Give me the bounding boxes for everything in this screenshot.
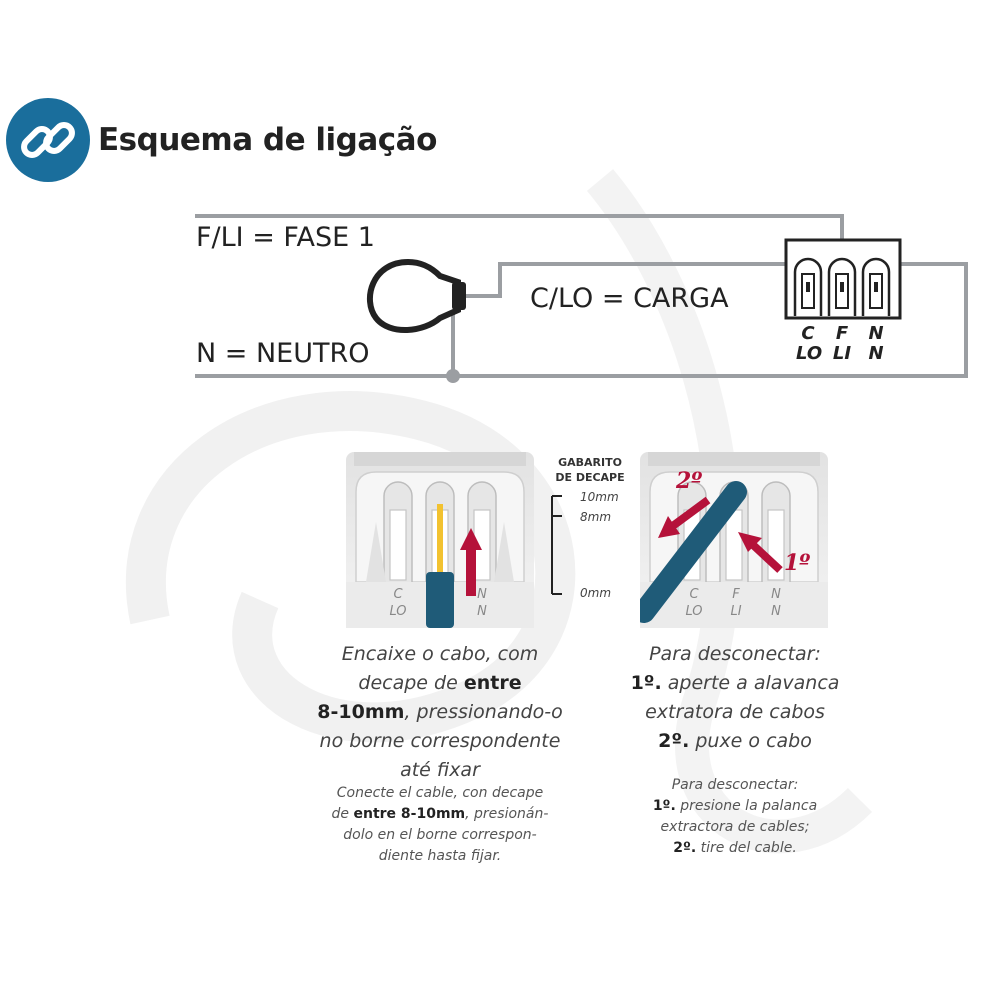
insert-pt-line2: decape de entre bbox=[358, 672, 522, 694]
insert-pt-line1: Encaixe o cabo, com bbox=[341, 643, 539, 665]
load-label: C/LO = CARGA bbox=[530, 283, 729, 314]
remove-pt-line2: 1º. aperte a alavanca bbox=[630, 672, 840, 694]
insert-label-bottom: LO bbox=[389, 604, 407, 619]
remove-label-bottom: LO bbox=[685, 604, 703, 619]
gauge-mark-8mm: 8mm bbox=[580, 510, 612, 524]
remove-label-n bbox=[764, 586, 788, 620]
insert-cable-illustration bbox=[346, 452, 534, 628]
insert-label-bottom: N bbox=[477, 604, 487, 619]
remove-es-line3: extractora de cables; bbox=[660, 819, 810, 835]
insert-label-top: C bbox=[393, 587, 403, 602]
step2-label: 2º bbox=[676, 468, 703, 494]
insert-es-line1: Conecte el cable, con decape bbox=[336, 785, 544, 801]
insert-label-n bbox=[470, 586, 494, 620]
insert-pt-line3: 8-10mm, pressionando-o bbox=[317, 701, 563, 723]
strip-gauge-title bbox=[540, 455, 640, 485]
terminal-label-top: F bbox=[835, 323, 849, 344]
remove-pt-line1: Para desconectar: bbox=[649, 643, 821, 665]
terminal-label-top: N bbox=[868, 323, 884, 344]
terminal-label-bottom: LI bbox=[832, 343, 852, 364]
insert-pt-line5: até fixar bbox=[400, 759, 480, 781]
phase-label: F/LI = FASE 1 bbox=[196, 222, 375, 253]
terminal-label-f bbox=[830, 324, 854, 364]
gauge-mark-0mm: 0mm bbox=[580, 586, 612, 600]
terminal-label-c bbox=[796, 323, 823, 364]
insert-pt-line4: no borne correspondente bbox=[319, 730, 561, 752]
insert-es-line2: de entre 8-10mm, presionán- bbox=[331, 806, 549, 822]
gauge-mark-10mm: 10mm bbox=[580, 490, 619, 504]
remove-pt-line4: 2º. puxe o cabo bbox=[658, 730, 812, 752]
strip-gauge-title-line2: DE DECAPE bbox=[555, 471, 625, 484]
remove-label-top: F bbox=[732, 587, 740, 602]
junction-dot bbox=[446, 369, 460, 383]
remove-es-line4: 2º. tire del cable. bbox=[673, 840, 797, 856]
insert-instructions-es bbox=[290, 783, 590, 867]
insert-instructions-pt bbox=[290, 640, 590, 785]
remove-es-line1: Para desconectar: bbox=[671, 777, 799, 793]
remove-label-top: N bbox=[771, 587, 781, 602]
insert-es-line3: dolo en el borne correspon- bbox=[343, 827, 537, 843]
terminal-block bbox=[786, 240, 900, 318]
page-title: Esquema de ligação bbox=[98, 122, 437, 158]
terminal-label-bottom: N bbox=[868, 343, 884, 364]
remove-label-c bbox=[682, 586, 706, 620]
remove-pt-line3: extratora de cabos bbox=[645, 701, 825, 723]
insert-label-top: N bbox=[477, 587, 487, 602]
remove-label-top: C bbox=[689, 587, 699, 602]
neutral-label: N = NEUTRO bbox=[196, 338, 370, 369]
remove-instructions-es bbox=[600, 775, 870, 859]
remove-label-bottom: N bbox=[771, 604, 781, 619]
insert-es-line4: diente hasta fijar. bbox=[378, 848, 502, 864]
remove-es-line2: 1º. presione la palanca bbox=[652, 798, 818, 814]
strip-gauge-ruler bbox=[548, 492, 578, 602]
remove-instructions-pt bbox=[600, 640, 870, 756]
remove-label-f bbox=[724, 586, 748, 620]
terminal-label-top: C bbox=[801, 323, 815, 344]
insert-label-c bbox=[386, 586, 410, 620]
strip-gauge-title-line1: GABARITO bbox=[558, 456, 622, 469]
terminal-label-bottom: LO bbox=[796, 343, 823, 364]
terminal-label-n bbox=[864, 324, 888, 364]
remove-label-bottom: LI bbox=[730, 604, 742, 619]
step1-label: 1º bbox=[784, 550, 811, 576]
